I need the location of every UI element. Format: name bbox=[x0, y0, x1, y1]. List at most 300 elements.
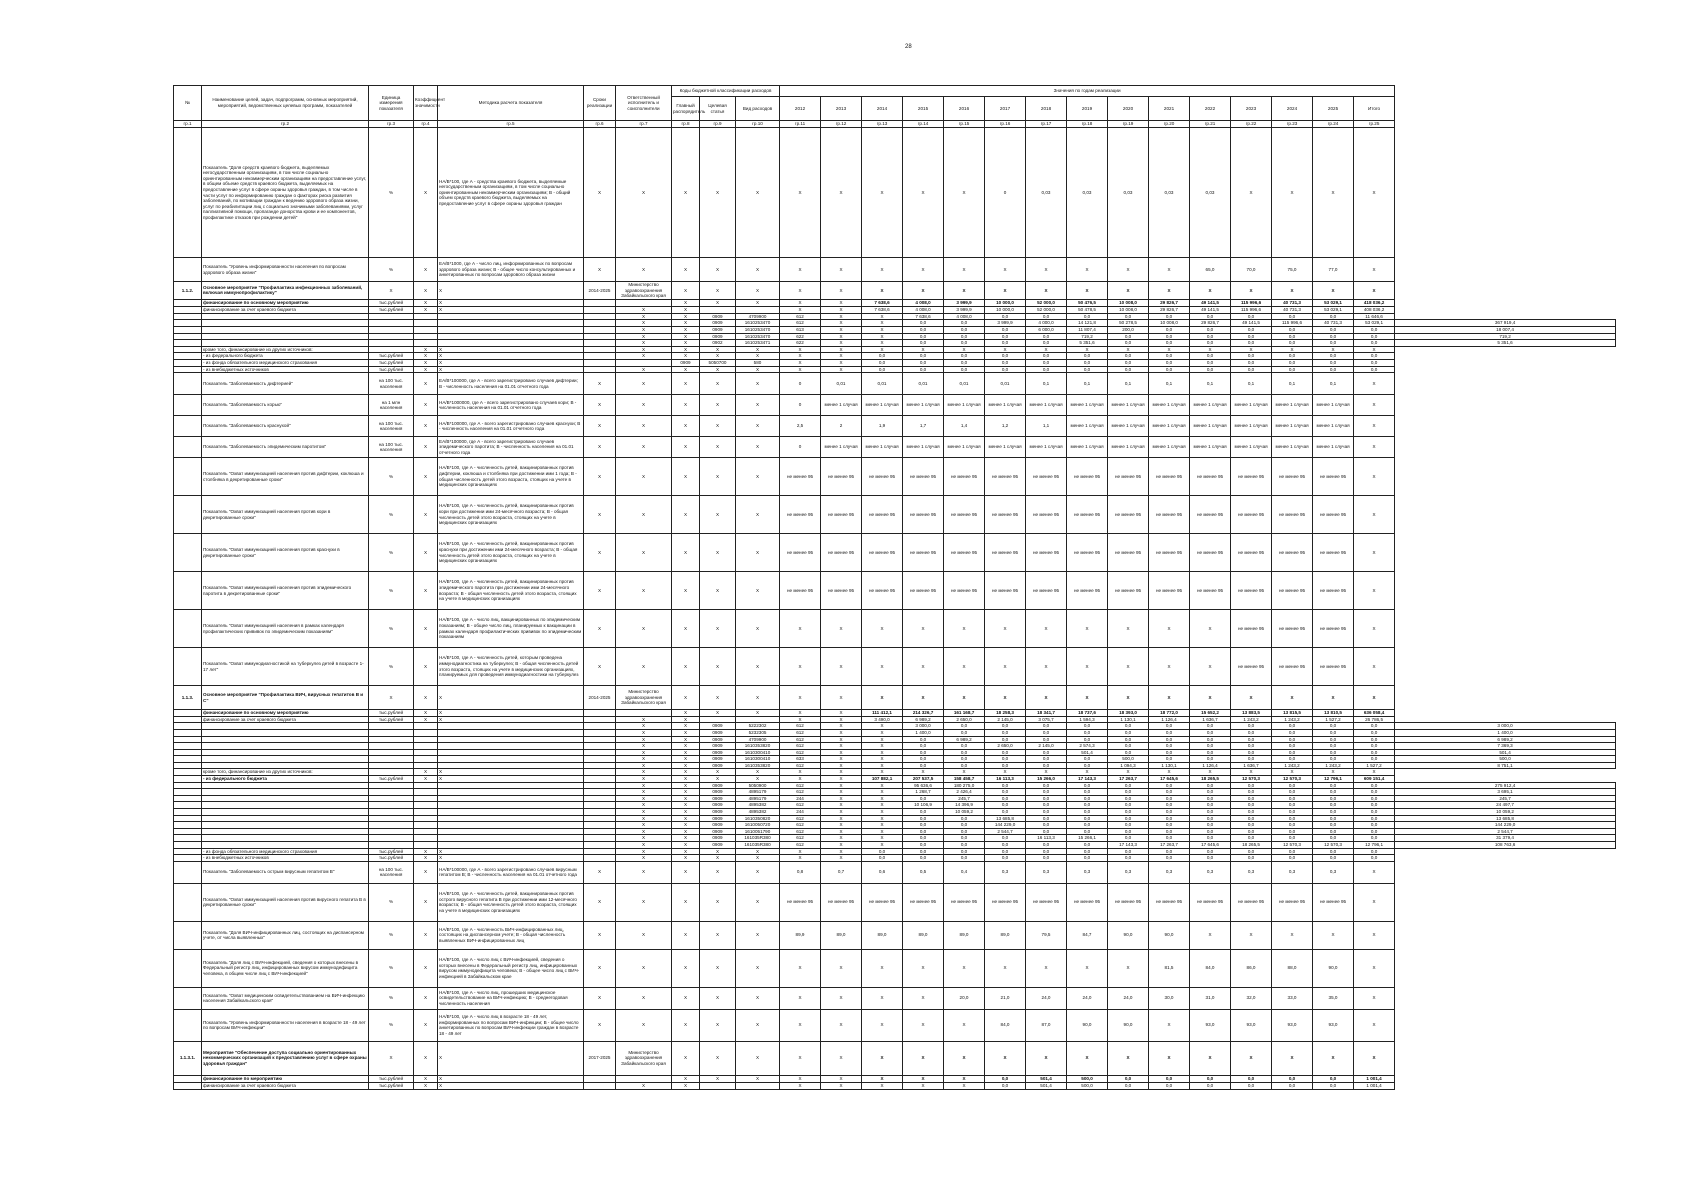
table-cell: 0,0 bbox=[1108, 802, 1149, 809]
header-col-4: Коэффициент значимости bbox=[414, 86, 438, 121]
table-cell: 0 bbox=[985, 128, 1026, 258]
table-cell: X bbox=[1067, 258, 1108, 282]
table-cell: менее 1 случая bbox=[944, 395, 985, 416]
table-cell: 0,0 bbox=[1354, 326, 1395, 333]
table-cell bbox=[584, 776, 616, 783]
table-cell: X bbox=[862, 835, 903, 842]
table-cell: 0,0 bbox=[1067, 756, 1108, 763]
table-cell: не менее 95 bbox=[1272, 572, 1313, 610]
table-cell bbox=[369, 756, 414, 763]
table-cell bbox=[174, 789, 202, 796]
table-cell: X bbox=[672, 496, 700, 534]
table-cell: 0,0 bbox=[1272, 340, 1313, 347]
table-cell: 30,0 bbox=[1149, 987, 1190, 1009]
method-cell: X bbox=[438, 769, 584, 776]
table-cell: X bbox=[584, 987, 616, 1009]
table-cell: 0,0 bbox=[1354, 835, 1395, 842]
table-cell: X bbox=[862, 258, 903, 282]
table-cell bbox=[414, 320, 438, 327]
table-cell: % bbox=[369, 496, 414, 534]
table-cell bbox=[369, 835, 414, 842]
method-cell bbox=[438, 828, 584, 835]
table-cell: 0,0 bbox=[1149, 729, 1190, 736]
table-cell: 7 638,6 bbox=[903, 313, 944, 320]
table-cell: X bbox=[1067, 610, 1108, 648]
row-name-cell bbox=[202, 756, 369, 763]
table-cell: 0,0 bbox=[1149, 326, 1190, 333]
table-cell: X bbox=[700, 861, 736, 883]
table-cell: 0,0 bbox=[1272, 782, 1313, 789]
row-name-cell: Мероприятие "Обеспечение доступа социально ориентированных некоммерческих организаций к предоставлению услуг в сфере охраны здоровья граждан" bbox=[202, 1041, 369, 1075]
table-cell: X bbox=[700, 128, 736, 258]
table-cell: X bbox=[616, 776, 672, 783]
table-cell: 0,0 bbox=[903, 855, 944, 862]
table-cell: 0,0 bbox=[1108, 835, 1149, 842]
table-cell: 0,0 bbox=[1354, 743, 1395, 750]
table-cell: 0,0 bbox=[1108, 736, 1149, 743]
table-cell: 0,0 bbox=[903, 333, 944, 340]
table-cell: X bbox=[736, 648, 780, 686]
table-cell: 115 996,6 bbox=[1272, 320, 1313, 327]
table-cell: 0,0 bbox=[1067, 842, 1108, 849]
table-cell: 0,0 bbox=[1190, 1082, 1231, 1089]
table-cell: X bbox=[780, 366, 821, 373]
table-cell: 0,0 bbox=[1149, 359, 1190, 366]
table-cell: X bbox=[414, 716, 438, 723]
table-cell: X bbox=[672, 299, 700, 306]
table-cell: X bbox=[672, 795, 700, 802]
table-cell: 108 763,6 bbox=[1395, 842, 1616, 849]
table-cell: X bbox=[985, 648, 1026, 686]
table-cell: X bbox=[672, 749, 700, 756]
header-year-2019: 2019 bbox=[1067, 97, 1108, 121]
table-cell: X bbox=[1313, 346, 1354, 353]
row-name-cell: Показатель "Заболеваемость эпидемическим паротитом" bbox=[202, 437, 369, 458]
table-cell: 0,0 bbox=[1149, 1082, 1190, 1089]
table-cell: X bbox=[821, 789, 862, 796]
header-col-6: Сроки реализации bbox=[584, 86, 616, 121]
table-cell: 53 029,1 bbox=[1354, 320, 1395, 327]
table-cell: X bbox=[821, 282, 862, 300]
table-cell: 0,0 bbox=[1313, 756, 1354, 763]
method-cell bbox=[438, 736, 584, 743]
row-name-cell: - из внебюджетных источников bbox=[202, 366, 369, 373]
table-cell: 0,0 bbox=[1067, 736, 1108, 743]
table-cell: 612 bbox=[780, 828, 821, 835]
table-cell: X bbox=[736, 848, 780, 855]
row-name-cell: Показатель "Заболеваемость острым вирусным гепатитом В" bbox=[202, 861, 369, 883]
table-cell: X bbox=[821, 1075, 862, 1082]
table-cell bbox=[584, 359, 616, 366]
table-cell: 0,0 bbox=[1313, 313, 1354, 320]
table-cell: 0,0 bbox=[1272, 729, 1313, 736]
table-cell: 0,0 bbox=[1067, 313, 1108, 320]
table-cell: 7 369,3 bbox=[1395, 743, 1616, 750]
table-cell: X bbox=[903, 258, 944, 282]
table-cell: X bbox=[700, 776, 736, 783]
table-cell: X bbox=[1354, 987, 1395, 1009]
table-cell: X bbox=[584, 437, 616, 458]
table-cell: 52 000,0 bbox=[1026, 299, 1067, 306]
table-cell bbox=[700, 1082, 736, 1089]
table-cell: не менее 95 bbox=[821, 572, 862, 610]
table-cell: менее 1 случая bbox=[1149, 416, 1190, 437]
table-cell: 0,0 bbox=[1313, 1082, 1354, 1089]
table-cell: X bbox=[700, 769, 736, 776]
table-cell: 0,0 bbox=[903, 353, 944, 360]
table-row bbox=[174, 326, 1616, 333]
table-cell: X bbox=[736, 572, 780, 610]
table-cell: 16 113,3 bbox=[985, 776, 1026, 783]
table-cell: 0,0 bbox=[1231, 359, 1272, 366]
table-cell: не менее 95 bbox=[1231, 496, 1272, 534]
table-cell: 0,0 bbox=[1190, 855, 1231, 862]
table-cell: X bbox=[944, 686, 985, 710]
method-cell bbox=[438, 340, 584, 347]
table-cell: X bbox=[862, 320, 903, 327]
table-cell: не менее 95 bbox=[1026, 458, 1067, 496]
table-cell: 89,9 bbox=[780, 921, 821, 949]
table-cell: 0,0 bbox=[1190, 333, 1231, 340]
table-cell: X bbox=[672, 828, 700, 835]
table-row bbox=[174, 769, 1616, 776]
table-cell: 8 751,1 bbox=[1395, 762, 1616, 769]
table-cell: X bbox=[821, 299, 862, 306]
row-name-cell: кроме того, финансирование из других источников: bbox=[202, 346, 369, 353]
table-cell: X bbox=[780, 346, 821, 353]
table-cell: 580 bbox=[736, 359, 780, 366]
table-cell: 0909 bbox=[700, 756, 736, 763]
table-cell: X bbox=[736, 458, 780, 496]
table-cell: X bbox=[903, 949, 944, 987]
table-cell: X bbox=[672, 729, 700, 736]
method-cell: X bbox=[438, 710, 584, 717]
table-cell: 0909 bbox=[700, 822, 736, 829]
row-name-cell: Основное мероприятие "Профилактика ВИЧ, вирусных гепатитов В и С" bbox=[202, 686, 369, 710]
table-cell: 4895179 bbox=[736, 789, 780, 796]
row-name-cell: финансирование за счет краевого бюджета bbox=[202, 306, 369, 313]
row-name-cell: Показатель "Охват иммунизацией населения в рамках календаря профилактических прививок по эпидемическим показаниям" bbox=[202, 610, 369, 648]
table-cell: X bbox=[1067, 949, 1108, 987]
header-year-2023: 2023 bbox=[1231, 97, 1272, 121]
table-cell: менее 1 случая bbox=[1231, 437, 1272, 458]
table-cell: 0,0 bbox=[1026, 736, 1067, 743]
table-cell: X bbox=[672, 782, 700, 789]
column-number-cell: гр.18 bbox=[1067, 121, 1108, 128]
table-cell: 0,0 bbox=[1231, 333, 1272, 340]
table-cell: X bbox=[1354, 437, 1395, 458]
table-row bbox=[174, 736, 1616, 743]
table-cell: 65,0 bbox=[1190, 258, 1231, 282]
table-cell: X bbox=[1190, 282, 1231, 300]
table-cell: 0,0 bbox=[1149, 789, 1190, 796]
table-cell: 0,0 bbox=[903, 743, 944, 750]
table-cell: X bbox=[1272, 282, 1313, 300]
method-cell bbox=[438, 802, 584, 809]
table-cell: 0,0 bbox=[985, 842, 1026, 849]
table-cell: X bbox=[414, 610, 438, 648]
table-cell bbox=[174, 320, 202, 327]
table-cell: 0,0 bbox=[985, 762, 1026, 769]
table-cell bbox=[369, 822, 414, 829]
table-cell: X bbox=[944, 769, 985, 776]
table-cell: 144 229,0 bbox=[1395, 822, 1616, 829]
table-cell: 0,0 bbox=[1190, 835, 1231, 842]
row-name-cell: Показатель "Доля ВИЧ-инфицированных лиц, состоящих на диспансерном учете, от числа выявленных" bbox=[202, 921, 369, 949]
table-cell: X bbox=[1026, 282, 1067, 300]
table-cell: X bbox=[414, 572, 438, 610]
table-cell: 0,0 bbox=[1067, 366, 1108, 373]
table-cell: 0,0 bbox=[1231, 340, 1272, 347]
table-cell bbox=[174, 1075, 202, 1082]
table-cell: X bbox=[584, 128, 616, 258]
table-body bbox=[174, 128, 1616, 1090]
table-cell: % bbox=[369, 534, 414, 572]
method-cell bbox=[438, 822, 584, 829]
table-cell: 0,0 bbox=[944, 842, 985, 849]
table-cell: X bbox=[862, 736, 903, 743]
table-cell: X bbox=[414, 1009, 438, 1041]
table-cell: X bbox=[1231, 769, 1272, 776]
row-name-cell: Показатель "Доля средств краевого бюджета, выделяемых негосударственным организациям, в том числе социально ориентированным некоммерческим организациям на предоставление услуг, в общем объеме средств краевого бюджета, выделяемых на предоставление услуг в сфере охраны здоровья граждан, в том числе в части услуг по информированию граждан о факторах риска развития заболеваний, по мотивации граждан к ведению здорового образа жизни, услуг по реабилитации лиц с социально значимыми заболеваниями, услуг паллиативной помощи, пропаганде донорства крови и ее компонентов, профилактике отказов при рождении детей" bbox=[202, 128, 369, 258]
table-cell: не менее 95 bbox=[1272, 534, 1313, 572]
table-cell: 49 141,5 bbox=[1190, 306, 1231, 313]
table-cell: 1 243,2 bbox=[1313, 762, 1354, 769]
table-cell: 0,0 bbox=[944, 326, 985, 333]
table-cell: X bbox=[616, 809, 672, 816]
table-cell: 1610253471 bbox=[736, 340, 780, 347]
table-cell: 0,0 bbox=[944, 855, 985, 862]
table-cell: 0,0 bbox=[1313, 809, 1354, 816]
table-cell: X bbox=[736, 496, 780, 534]
table-cell: Министерство здравоохранения Забайкальского края bbox=[616, 686, 672, 710]
table-row bbox=[174, 782, 1616, 789]
table-cell: X bbox=[616, 326, 672, 333]
table-cell: 0,0 bbox=[1354, 359, 1395, 366]
table-cell: 0,0 bbox=[1108, 743, 1149, 750]
table-cell: X bbox=[1313, 769, 1354, 776]
table-cell: 0,0 bbox=[1026, 828, 1067, 835]
table-cell: X bbox=[672, 258, 700, 282]
table-cell: X bbox=[1272, 346, 1313, 353]
table-cell: менее 1 случая bbox=[821, 437, 862, 458]
table-cell: менее 1 случая bbox=[903, 395, 944, 416]
table-cell: X bbox=[736, 883, 780, 921]
row-name-cell bbox=[202, 313, 369, 320]
table-cell bbox=[584, 333, 616, 340]
table-cell: 214 326,7 bbox=[903, 710, 944, 717]
table-cell: не менее 95 bbox=[1272, 610, 1313, 648]
table-cell: 0,0 bbox=[1354, 749, 1395, 756]
table-cell: не менее 95 bbox=[1231, 458, 1272, 496]
table-cell bbox=[174, 729, 202, 736]
table-cell: X bbox=[672, 716, 700, 723]
table-cell: X bbox=[862, 769, 903, 776]
method-cell: НА/В*100, где А - численность детей, которым проведена иммунодиагностика на туберкулез; В - общая численность детей этого возраста, стоящих на учете в медицинских организациях, планируемых для проведения иммунодиагностики на туберкулез bbox=[438, 648, 584, 686]
row-name-cell: финансирование по мероприятию bbox=[202, 1075, 369, 1082]
table-cell: тыс.рублей bbox=[369, 306, 414, 313]
table-cell: 93,0 bbox=[1313, 1009, 1354, 1041]
table-cell: 0,0 bbox=[1026, 802, 1067, 809]
table-cell: 0,0 bbox=[1149, 353, 1190, 360]
table-cell: X bbox=[616, 743, 672, 750]
table-cell: 0,0 bbox=[1108, 782, 1149, 789]
table-cell: 0,0 bbox=[985, 313, 1026, 320]
column-number-cell: гр.22 bbox=[1231, 121, 1272, 128]
table-cell bbox=[414, 822, 438, 829]
table-cell: 0,0 bbox=[1108, 749, 1149, 756]
row-name-cell bbox=[202, 762, 369, 769]
row-name-cell: Показатель "Охват медицинским освидетельствованием на ВИЧ-инфекцию населения Забайкальского края" bbox=[202, 987, 369, 1009]
table-cell: 0,0 bbox=[1272, 835, 1313, 842]
table-cell: 0,0 bbox=[1354, 723, 1395, 730]
table-cell: 0,0 bbox=[985, 835, 1026, 842]
table-cell bbox=[584, 729, 616, 736]
table-cell: 81,5 bbox=[1149, 949, 1190, 987]
table-cell: 40 731,3 bbox=[1313, 320, 1354, 327]
header-col-2: Наименование целей, задач, подпрограмм, основных мероприятий, мероприятий, ведомственных целевых программ, показателей bbox=[202, 86, 369, 121]
table-cell: 0,0 bbox=[1190, 1075, 1231, 1082]
table-cell: 1610050720 bbox=[736, 822, 780, 829]
table-cell: 3 075,7 bbox=[1026, 716, 1067, 723]
table-cell: 0,0 bbox=[1313, 1075, 1354, 1082]
row-name-cell bbox=[202, 340, 369, 347]
table-cell: 1 636,7 bbox=[1190, 716, 1231, 723]
table-cell: X bbox=[1026, 648, 1067, 686]
table-row bbox=[174, 313, 1616, 320]
table-cell: 0,0 bbox=[1190, 340, 1231, 347]
header-year-2012: 2012 bbox=[780, 97, 821, 121]
row-name-cell bbox=[202, 809, 369, 816]
row-name-cell: Показатель "Уровень информированности населения по вопросам здорового образа жизни" bbox=[202, 258, 369, 282]
table-cell: X bbox=[821, 128, 862, 258]
table-cell: не менее 95 bbox=[1190, 458, 1231, 496]
table-cell: 0,0 bbox=[1313, 743, 1354, 750]
table-cell: 90,0 bbox=[1149, 921, 1190, 949]
table-cell: 0,8 bbox=[780, 861, 821, 883]
method-cell bbox=[438, 815, 584, 822]
table-cell bbox=[584, 835, 616, 842]
table-cell: X bbox=[616, 782, 672, 789]
table-cell: не менее 95 bbox=[1313, 496, 1354, 534]
table-cell: 1,2 bbox=[985, 416, 1026, 437]
table-cell: 89,0 bbox=[944, 921, 985, 949]
table-cell: Министерство здравоохранения Забайкальского края bbox=[616, 282, 672, 300]
table-cell: X bbox=[1354, 258, 1395, 282]
table-cell: 49 141,5 bbox=[1190, 299, 1231, 306]
table-cell: 180 275,0 bbox=[944, 782, 985, 789]
table-cell: 0,0 bbox=[1272, 828, 1313, 835]
row-name-cell: - из внебюджетных источников bbox=[202, 855, 369, 862]
table-cell: 1 130,1 bbox=[1149, 762, 1190, 769]
table-row bbox=[174, 1009, 1616, 1041]
table-cell: X bbox=[821, 736, 862, 743]
table-cell: менее 1 случая bbox=[1067, 395, 1108, 416]
table-cell: 1 636,7 bbox=[1231, 762, 1272, 769]
table-cell bbox=[414, 795, 438, 802]
table-cell: 11 807,4 bbox=[1067, 326, 1108, 333]
table-cell bbox=[174, 710, 202, 717]
table-cell: X bbox=[862, 949, 903, 987]
table-cell: не менее 95 bbox=[1149, 572, 1190, 610]
table-cell: X bbox=[944, 1075, 985, 1082]
table-cell: 0,0 bbox=[1272, 848, 1313, 855]
table-cell: 0,0 bbox=[1190, 743, 1231, 750]
table-cell: 1 001,4 bbox=[1354, 1075, 1395, 1082]
header-year-2013: 2013 bbox=[821, 97, 862, 121]
table-cell: не менее 95 bbox=[1231, 648, 1272, 686]
table-cell: 0,0 bbox=[944, 359, 985, 366]
table-cell bbox=[584, 815, 616, 822]
table-cell: X bbox=[736, 282, 780, 300]
table-cell: X bbox=[700, 883, 736, 921]
table-row bbox=[174, 795, 1616, 802]
table-cell: X bbox=[616, 395, 672, 416]
table-cell: 4 000,0 bbox=[1026, 320, 1067, 327]
row-name-cell: Показатель "Доля лиц с ВИЧ-инфекцией, сведения о которых внесены в Федеральный регистр лиц, инфицированных вирусом иммунодефицита человека, в общем числе лиц с ВИЧ-инфекцией" bbox=[202, 949, 369, 987]
table-cell: X bbox=[780, 1009, 821, 1041]
table-cell: % bbox=[369, 610, 414, 648]
table-cell: не менее 95 bbox=[1313, 534, 1354, 572]
table-cell: X bbox=[821, 1009, 862, 1041]
method-cell bbox=[438, 842, 584, 849]
table-cell: 7 638,6 bbox=[862, 306, 903, 313]
table-cell: 0,0 bbox=[1149, 366, 1190, 373]
table-cell: не менее 95 bbox=[1313, 648, 1354, 686]
table-cell: 0909 bbox=[700, 789, 736, 796]
table-cell: 0909 bbox=[700, 736, 736, 743]
table-cell: X bbox=[903, 128, 944, 258]
table-cell: не менее 95 bbox=[780, 458, 821, 496]
table-cell: 612 bbox=[780, 802, 821, 809]
table-cell: не менее 95 bbox=[1231, 610, 1272, 648]
table-cell: 0,0 bbox=[1108, 815, 1149, 822]
table-cell: 2 145,0 bbox=[985, 716, 1026, 723]
table-cell: X bbox=[584, 921, 616, 949]
method-cell: X bbox=[438, 353, 584, 360]
table-cell: X bbox=[862, 313, 903, 320]
table-cell bbox=[584, 762, 616, 769]
table-cell: менее 1 случая bbox=[944, 437, 985, 458]
table-cell: 0,0 bbox=[1272, 789, 1313, 796]
table-row bbox=[174, 883, 1616, 921]
table-cell: % bbox=[369, 572, 414, 610]
table-cell bbox=[369, 346, 414, 353]
table-cell: 501,4 bbox=[1067, 749, 1108, 756]
table-cell: X bbox=[584, 496, 616, 534]
table-cell bbox=[736, 1082, 780, 1089]
table-cell: менее 1 случая bbox=[1108, 416, 1149, 437]
table-cell bbox=[414, 729, 438, 736]
method-cell bbox=[438, 749, 584, 756]
table-cell: 0,1 bbox=[1108, 373, 1149, 395]
table-cell: 6 989,2 bbox=[1395, 736, 1616, 743]
table-cell: 1,9 bbox=[862, 416, 903, 437]
table-cell: 17 645,6 bbox=[1190, 842, 1231, 849]
table-cell: X bbox=[1108, 949, 1149, 987]
table-cell: X bbox=[616, 861, 672, 883]
table-cell: 0,0 bbox=[1149, 782, 1190, 789]
table-row bbox=[174, 848, 1616, 855]
table-cell: X bbox=[672, 861, 700, 883]
table-cell: X bbox=[672, 723, 700, 730]
table-cell bbox=[174, 762, 202, 769]
table-cell: 0,0 bbox=[1190, 729, 1231, 736]
table-cell bbox=[584, 809, 616, 816]
table-cell: 0,0 bbox=[1190, 749, 1231, 756]
table-cell: 1610350820 bbox=[736, 815, 780, 822]
table-row bbox=[174, 359, 1616, 366]
